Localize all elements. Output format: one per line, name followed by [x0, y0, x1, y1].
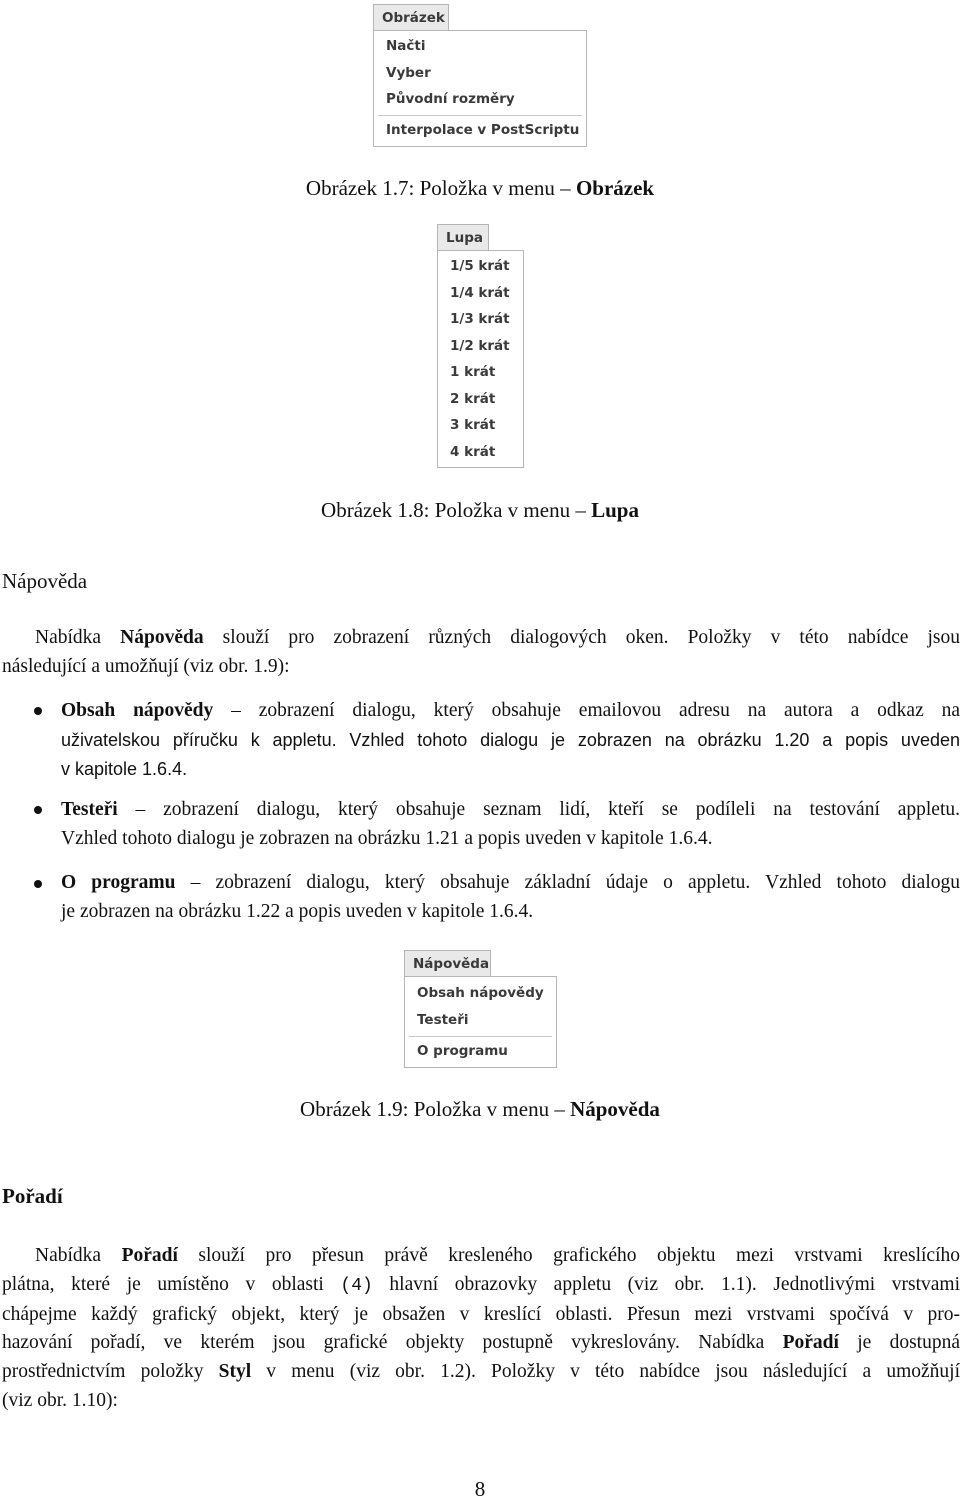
caption-text: Obrázek 1.7: Položka v menu – [305, 176, 576, 200]
bold-text: Pořadí [121, 1245, 178, 1266]
text: prostřednictvím položky [2, 1361, 219, 1383]
menu-panel-obrazek [373, 30, 587, 147]
bold-text: Styl [218, 1361, 252, 1383]
menu-item-vyber[interactable]: Vyber [386, 65, 431, 81]
paragraph-line [2, 1358, 960, 1387]
bullet-icon [34, 707, 42, 715]
text: v menu (viz obr. 1.2). Položky v této nabídce jsou následující a umožňují [251, 1361, 960, 1383]
menu-panel-napoveda [404, 976, 557, 1068]
bullet-icon [34, 806, 42, 814]
menu-item-zoom[interactable]: 1/5 krát [450, 258, 510, 274]
paragraph-line [61, 796, 960, 825]
paragraph-line [2, 624, 960, 653]
code-text: (4) [340, 1275, 373, 1296]
bold-text: O programu [61, 872, 176, 893]
text: Nabídka [35, 627, 121, 648]
paragraph-line [2, 1271, 960, 1301]
paragraph-line: uživatelskou příručku k appletu. Vzhled tohoto dialogu je zobrazen na obrázku 1.20 a popis uveden [61, 729, 960, 750]
caption-text: Obrázek 1.8: Položka v menu – [321, 498, 592, 522]
menu-item-interpolace[interactable]: Interpolace v PostScriptu [386, 122, 580, 138]
bullet-icon [34, 880, 42, 888]
menu-item-nacti[interactable]: Načti [386, 38, 426, 54]
paragraph-line [2, 1329, 960, 1358]
text: – zobrazení dialogu, který obsahuje emailovou adresu na autora a odkaz na [213, 700, 960, 721]
paragraph-napoveda-intro [2, 624, 960, 682]
text: – zobrazení dialogu, který obsahuje základní údaje o appletu. Vzhled tohoto dialogu [175, 872, 960, 893]
figure-caption-1-9 [0, 1097, 960, 1122]
caption-bold: Lupa [591, 498, 639, 522]
paragraph-line: v kapitole 1.6.4. [61, 758, 188, 779]
menu-panel-lupa [437, 250, 524, 468]
text: slouží pro zobrazení různých dialogových oken. Položky v této nabídce jsou [203, 627, 960, 648]
paragraph-line: chápejme každý grafický objekt, který je obsažen v kreslící oblasti. Přesun mezi vrstvami spočívá v pro- [2, 1303, 960, 1325]
paragraph-line: je zobrazen na obrázku 1.22 a popis uveden v kapitole 1.6.4. [61, 900, 534, 922]
text: hazování pořadí, ve kterém jsou grafické objekty postupně vykreslovány. Nabídka [2, 1332, 783, 1354]
page-number: 8 [474, 1477, 486, 1501]
caption-bold: Nápověda [570, 1097, 660, 1121]
text: je dostupná [838, 1332, 960, 1354]
bold-text: Obsah nápovědy [61, 700, 214, 721]
menu-tab-obrazek[interactable]: Obrázek [373, 4, 449, 31]
bullet-item-o-programu [61, 869, 960, 927]
bold-text: Testeři [61, 799, 118, 820]
text: – zobrazení dialogu, který obsahuje seznam lidí, kteří se podíleli na testování appletu. [117, 799, 960, 820]
menu-item-zoom[interactable]: 1 krát [450, 364, 496, 380]
figure-caption-1-8 [0, 498, 960, 523]
menu-tab-lupa[interactable]: Lupa [437, 224, 489, 251]
menu-separator [378, 115, 582, 116]
caption-bold: Obrázek [575, 176, 655, 200]
text: hlavní obrazovky appletu (viz obr. 1.1). Jednotlivými vrstvami [372, 1273, 960, 1295]
section-heading-napoveda: Nápověda [2, 569, 88, 593]
text: plátna, které je umístěno v oblasti [2, 1273, 341, 1295]
menu-item-testeri[interactable]: Testeři [417, 1012, 469, 1028]
paragraph-line [61, 869, 960, 898]
caption-text: Obrázek 1.9: Položka v menu – [300, 1097, 571, 1121]
paragraph-line: následující a umožňují (viz obr. 1.9): [2, 655, 290, 677]
figure-caption-1-7 [0, 176, 960, 201]
menu-tab-napoveda[interactable]: Nápověda [404, 950, 491, 977]
menu-item-puvodni-rozmery[interactable]: Původní rozměry [386, 91, 515, 107]
bold-text: Pořadí [782, 1332, 839, 1354]
menu-item-zoom[interactable]: 1/3 krát [450, 311, 510, 327]
menu-item-zoom[interactable]: 2 krát [450, 391, 496, 407]
menu-item-obsah-napovedy[interactable]: Obsah nápovědy [417, 985, 544, 1001]
paragraph-line: (viz obr. 1.10): [2, 1389, 118, 1411]
text: slouží pro přesun právě kresleného grafického objektu mezi vrstvami kreslícího [177, 1245, 960, 1266]
menu-item-zoom[interactable]: 4 krát [450, 444, 496, 460]
menu-item-zoom[interactable]: 1/4 krát [450, 285, 510, 301]
menu-item-zoom[interactable]: 3 krát [450, 417, 496, 433]
menu-item-o-programu[interactable]: O programu [417, 1043, 508, 1059]
paragraph-line [61, 697, 960, 726]
bullet-item-testeri [61, 796, 960, 854]
paragraph-line: Vzhled tohoto dialogu je zobrazen na obrázku 1.21 a popis uveden v kapitole 1.6.4. [61, 827, 713, 849]
paragraph-line [2, 1242, 960, 1271]
bold-text: Nápověda [120, 627, 204, 648]
text: Nabídka [35, 1245, 122, 1266]
bullet-item-obsah-napovedy [61, 697, 960, 783]
menu-item-zoom[interactable]: 1/2 krát [450, 338, 510, 354]
menu-separator [409, 1036, 552, 1037]
section-heading-poradi: Pořadí [2, 1184, 63, 1208]
paragraph-poradi [2, 1242, 960, 1416]
